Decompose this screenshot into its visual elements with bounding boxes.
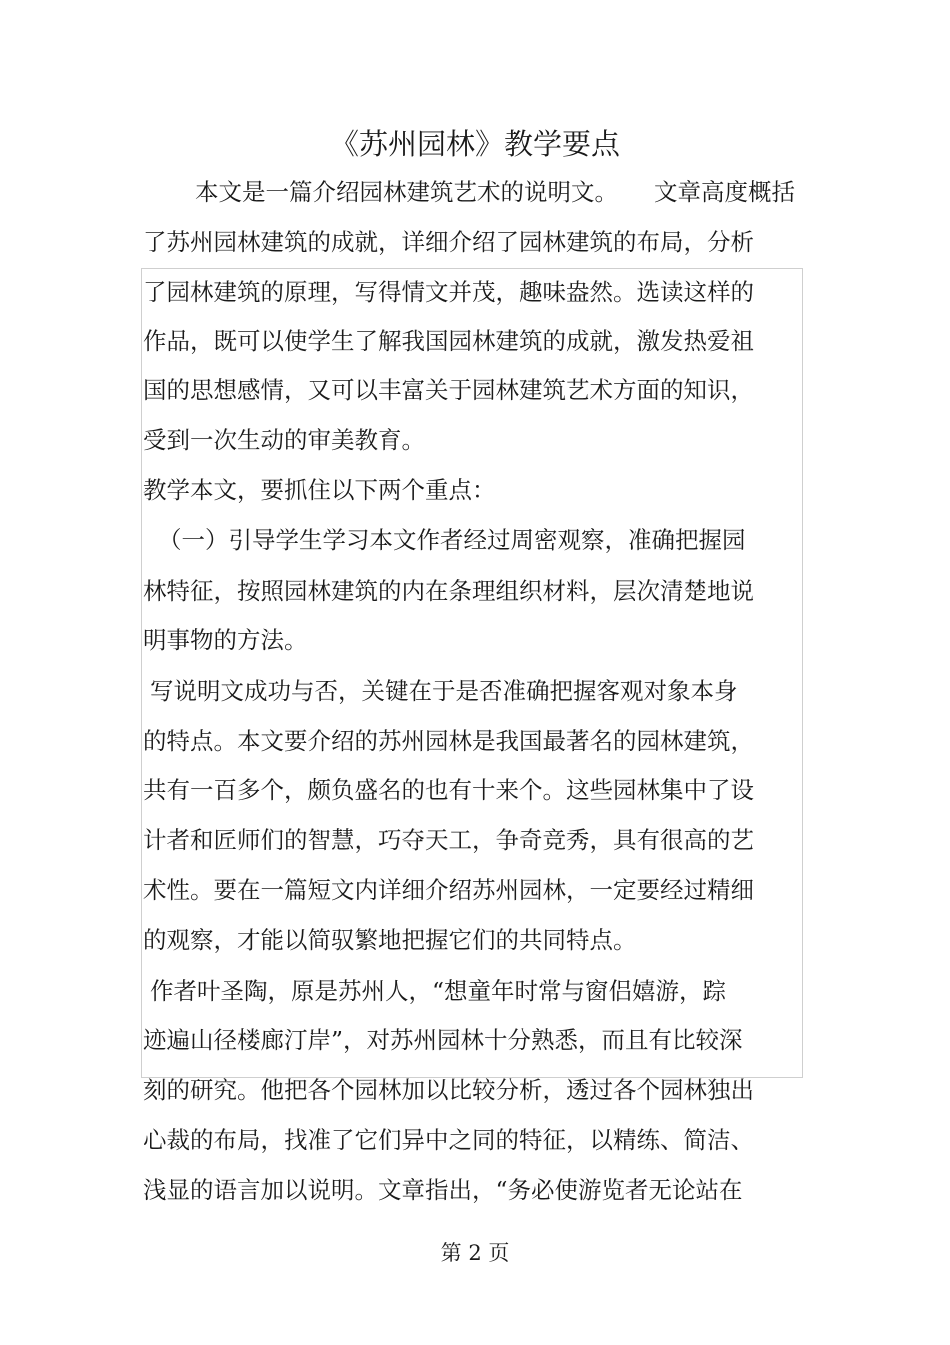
text-line: 了苏州园林建筑的成就，详细介绍了园林建筑的布局，分析 bbox=[143, 228, 754, 256]
text-line: 国的思想感情，又可以丰富关于园林建筑艺术方面的知识， bbox=[143, 376, 754, 404]
text-line: 了园林建筑的原理，写得情文并茂，趣味盎然。选读这样的 bbox=[143, 278, 754, 306]
text-line: 的特点。本文要介绍的苏州园林是我国最著名的园林建筑， bbox=[143, 727, 754, 755]
text-line: 心裁的布局，找准了它们异中之同的特征，以精练、简洁、 bbox=[143, 1126, 754, 1154]
first-line-left-text: 本文是一篇介绍园林建筑艺术的说明文。 bbox=[195, 178, 618, 206]
page-number: 第 2 页 bbox=[440, 1241, 510, 1265]
text-line: 作品，既可以使学生了解我国园林建筑的成就，激发热爱祖 bbox=[143, 327, 754, 355]
text-line: 计者和匠师们的智慧，巧夺天工，争奇竞秀，具有很高的艺 bbox=[143, 826, 754, 854]
text-line: 教学本文，要抓住以下两个重点： bbox=[143, 476, 496, 504]
text-line: 浅显的语言加以说明。文章指出，“务必使游览者无论站在 bbox=[143, 1176, 743, 1204]
text-line: 受到一次生动的审美教育。 bbox=[143, 426, 425, 454]
text-line: 作者叶圣陶，原是苏州人，“想童年时常与窗侣嬉游，踪 bbox=[150, 977, 727, 1005]
first-line-right-text: 文章高度概括 bbox=[654, 178, 795, 206]
text-line: 术性。要在一篇短文内详细介绍苏州园林，一定要经过精细 bbox=[143, 876, 754, 904]
text-line: 迹遍山径楼廊汀岸”，对苏州园林十分熟悉，而且有比较深 bbox=[143, 1026, 743, 1054]
paragraph-first-line bbox=[195, 176, 795, 208]
text-line: 写说明文成功与否，关键在于是否准确把握客观对象本身 bbox=[150, 677, 738, 705]
text-line: 林特征，按照园林建筑的内在条理组织材料，层次清楚地说 bbox=[143, 577, 754, 605]
text-line: 的观察，才能以简驭繁地把握它们的共同特点。 bbox=[143, 926, 637, 954]
text-line: （一）引导学生学习本文作者经过周密观察，准确把握园 bbox=[158, 526, 746, 554]
text-line: 明事物的方法。 bbox=[143, 626, 308, 654]
document-title: 《苏州园林》教学要点 bbox=[329, 127, 620, 161]
text-line: 共有一百多个，颇负盛名的也有十来个。这些园林集中了设 bbox=[143, 776, 754, 804]
text-line: 刻的研究。他把各个园林加以比较分析，透过各个园林独出 bbox=[143, 1076, 754, 1104]
